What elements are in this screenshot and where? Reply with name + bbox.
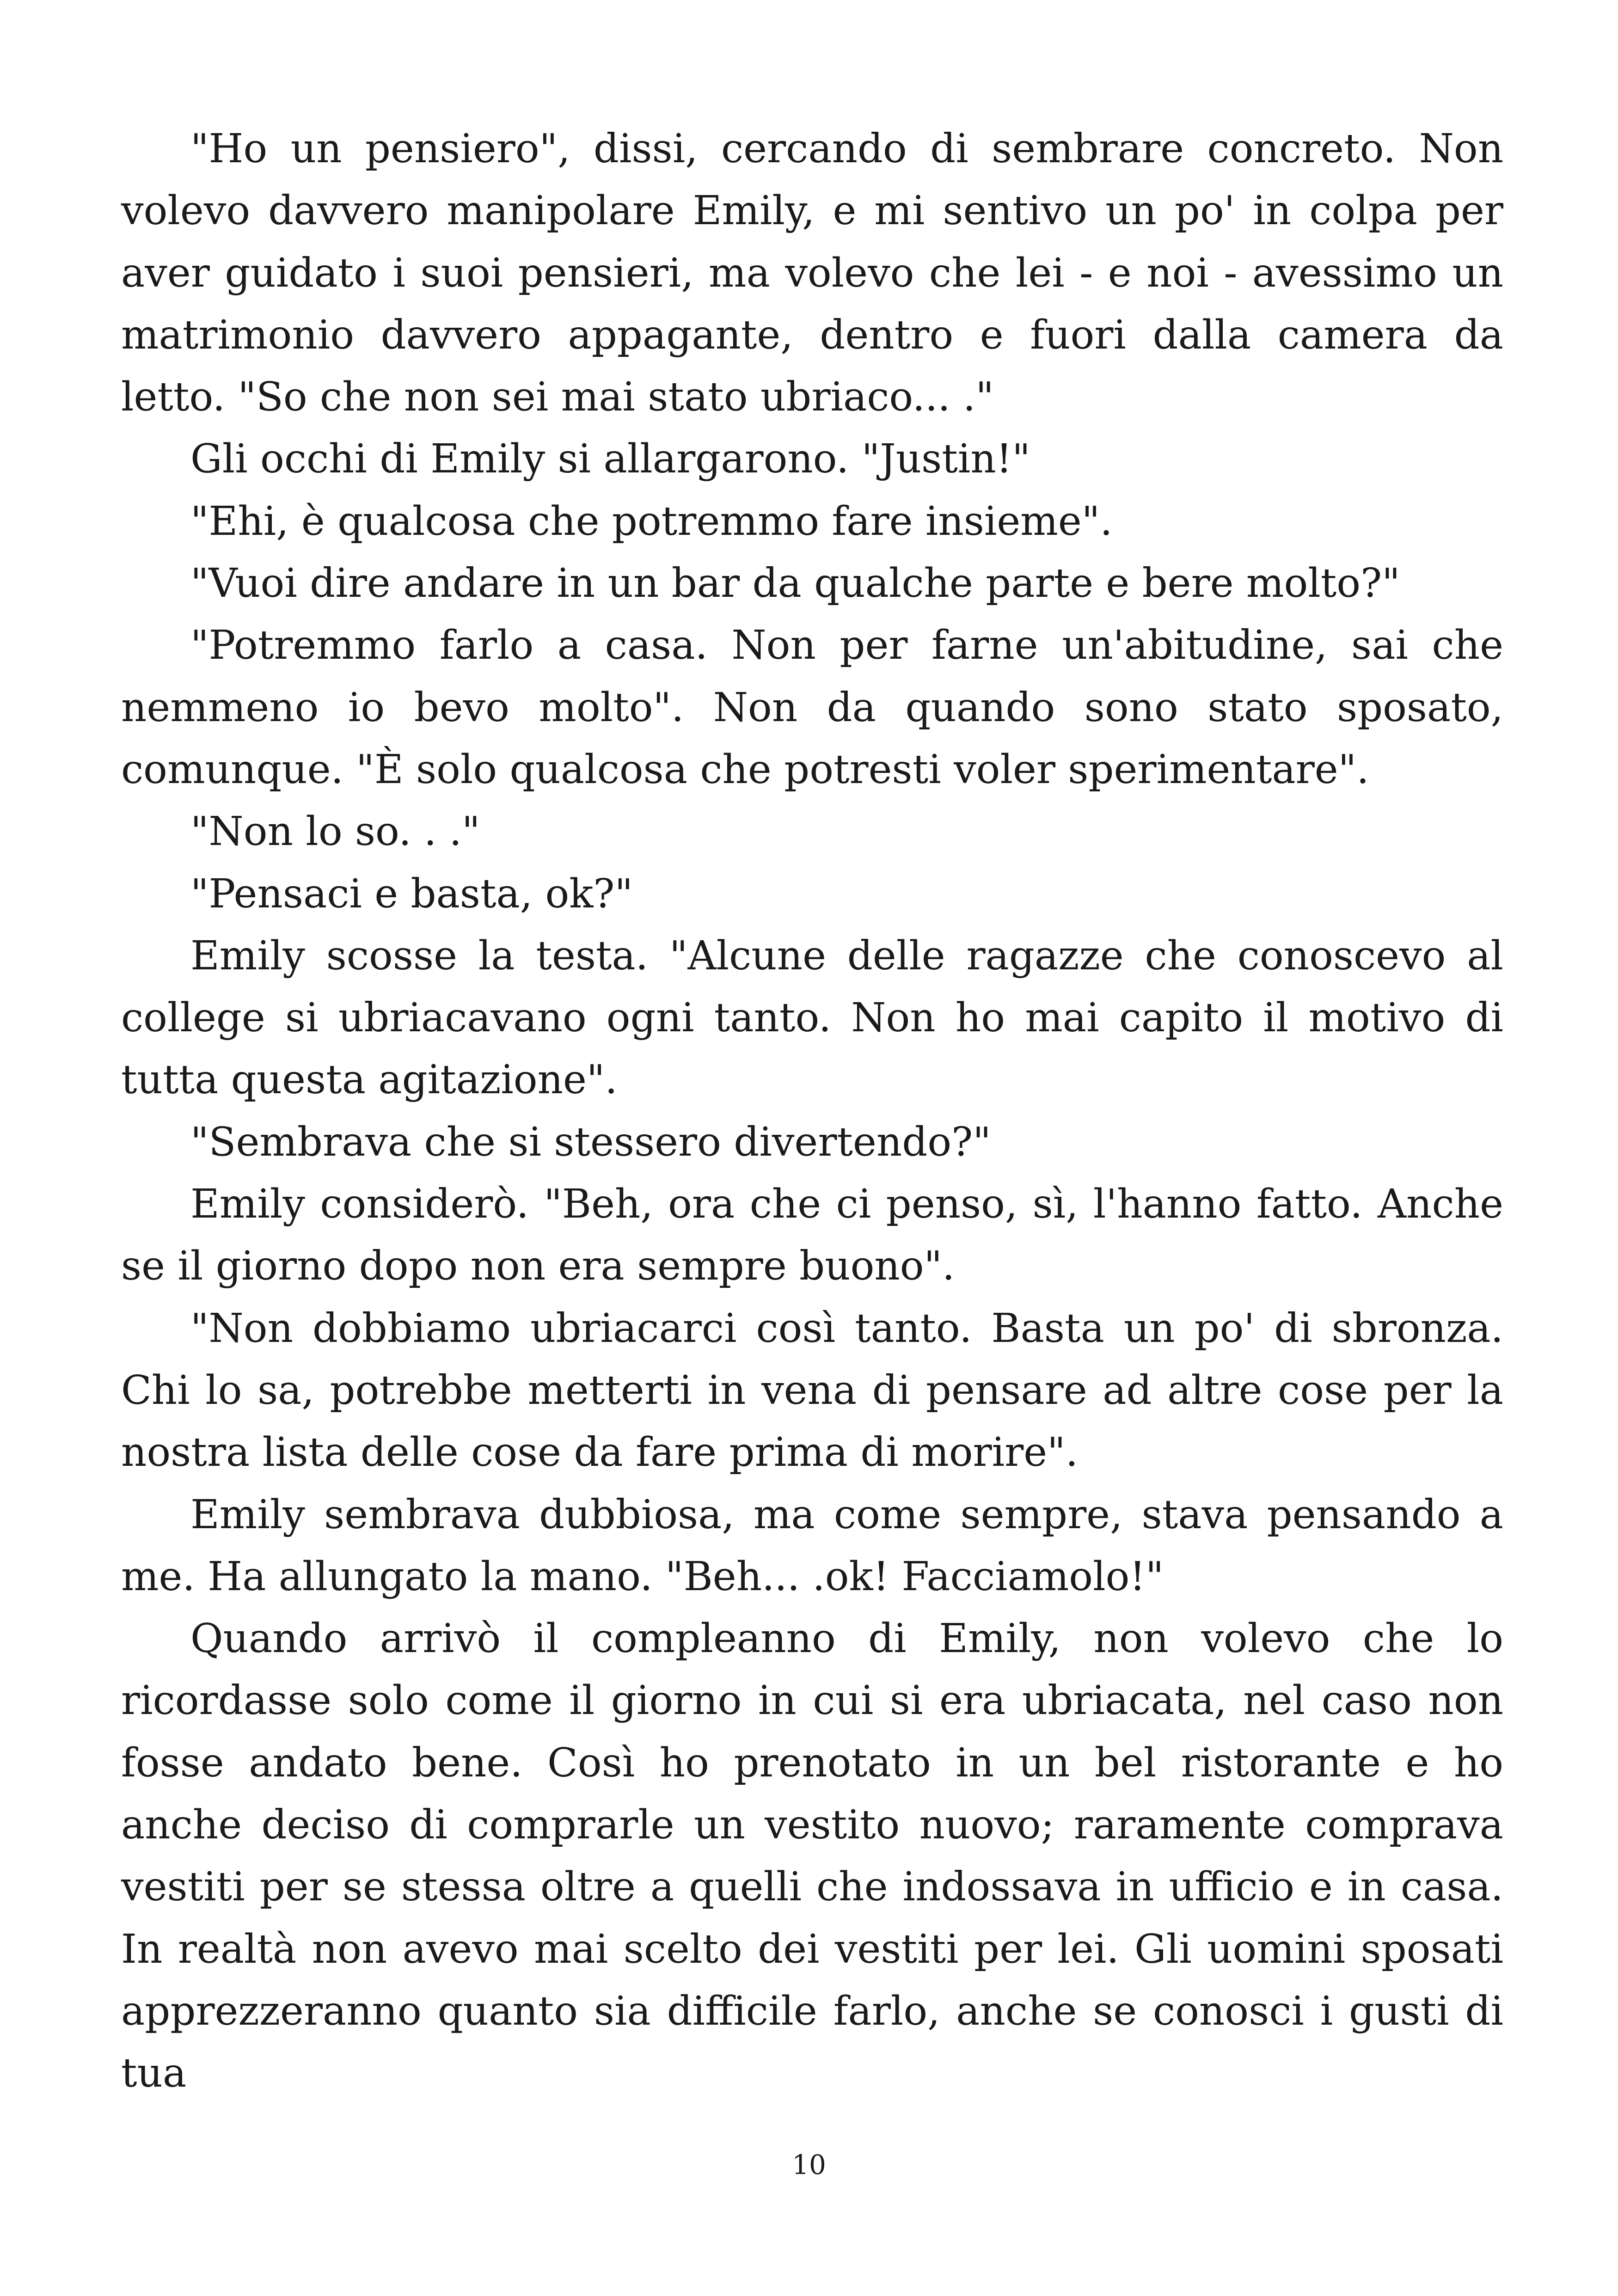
paragraph-3: "Ehi, è qualcosa che potremmo fare insieme". — [190, 498, 1113, 545]
paragraph-12: Emily sembrava dubbiosa, ma come sempre, stava pensando a me. Ha allungato la mano. "Beh... .ok! Facciamolo!" — [121, 1491, 1503, 1600]
paragraph-13: Quando arrivò il compleanno di Emily, non volevo che lo ricordasse solo come il giorno in cui si era ubriacata, nel caso non fosse andato bene. Così ho prenotato in un bel ristorante e ho anche deciso di comprarle un vestito nuovo; raramente comprava vestiti per se stessa oltre a quelli che indossava in ufficio e in casa. In realtà non avevo mai scelto dei vestiti per lei. Gli uomini sposati apprezzeranno quanto sia difficile farlo, anche se conosci i gusti di tua — [121, 1616, 1503, 2097]
paragraph-10: Emily considerò. "Beh, ora che ci penso, sì, l'hanno fatto. Anche se il giorno dopo non era sempre buono". — [121, 1181, 1503, 1290]
paragraph-9: "Sembrava che si stessero divertendo?" — [190, 1119, 991, 1165]
paragraph-6: "Non lo so. . ." — [190, 808, 480, 855]
paragraph-7: "Pensaci e basta, ok?" — [190, 870, 633, 917]
body-text — [121, 118, 1503, 2105]
paragraph-1: "Ho un pensiero", dissi, cercando di sembrare concreto. Non volevo davvero manipolare Emily, e mi sentivo un po' in colpa per aver guidato i suoi pensieri, ma volevo che lei - e noi - avessimo un matrimonio davvero appagante, dentro e fuori dalla camera da letto. "So che non sei mai stato ubriaco... ." — [121, 126, 1503, 421]
page-number: 10 — [792, 2149, 826, 2180]
paragraph-8: Emily scosse la testa. "Alcune delle ragazze che conoscevo al college si ubriacavano ogni tanto. Non ho mai capito il motivo di tutta questa agitazione". — [121, 932, 1503, 1103]
paragraph-5: "Potremmo farlo a casa. Non per farne un'abitudine, sai che nemmeno io bevo molto". Non da quando sono stato sposato, comunque. "È solo qualcosa che potresti voler sperimentare". — [121, 622, 1503, 793]
paragraph-4: "Vuoi dire andare in un bar da qualche parte e bere molto?" — [190, 560, 1400, 607]
paragraph-11: "Non dobbiamo ubriacarci così tanto. Basta un po' di sbronza. Chi lo sa, potrebbe metterti in vena di pensare ad altre cose per la nostra lista delle cose da fare prima di morire". — [121, 1305, 1503, 1476]
paragraph-2: Gli occhi di Emily si allargarono. "Justin!" — [190, 436, 1030, 483]
